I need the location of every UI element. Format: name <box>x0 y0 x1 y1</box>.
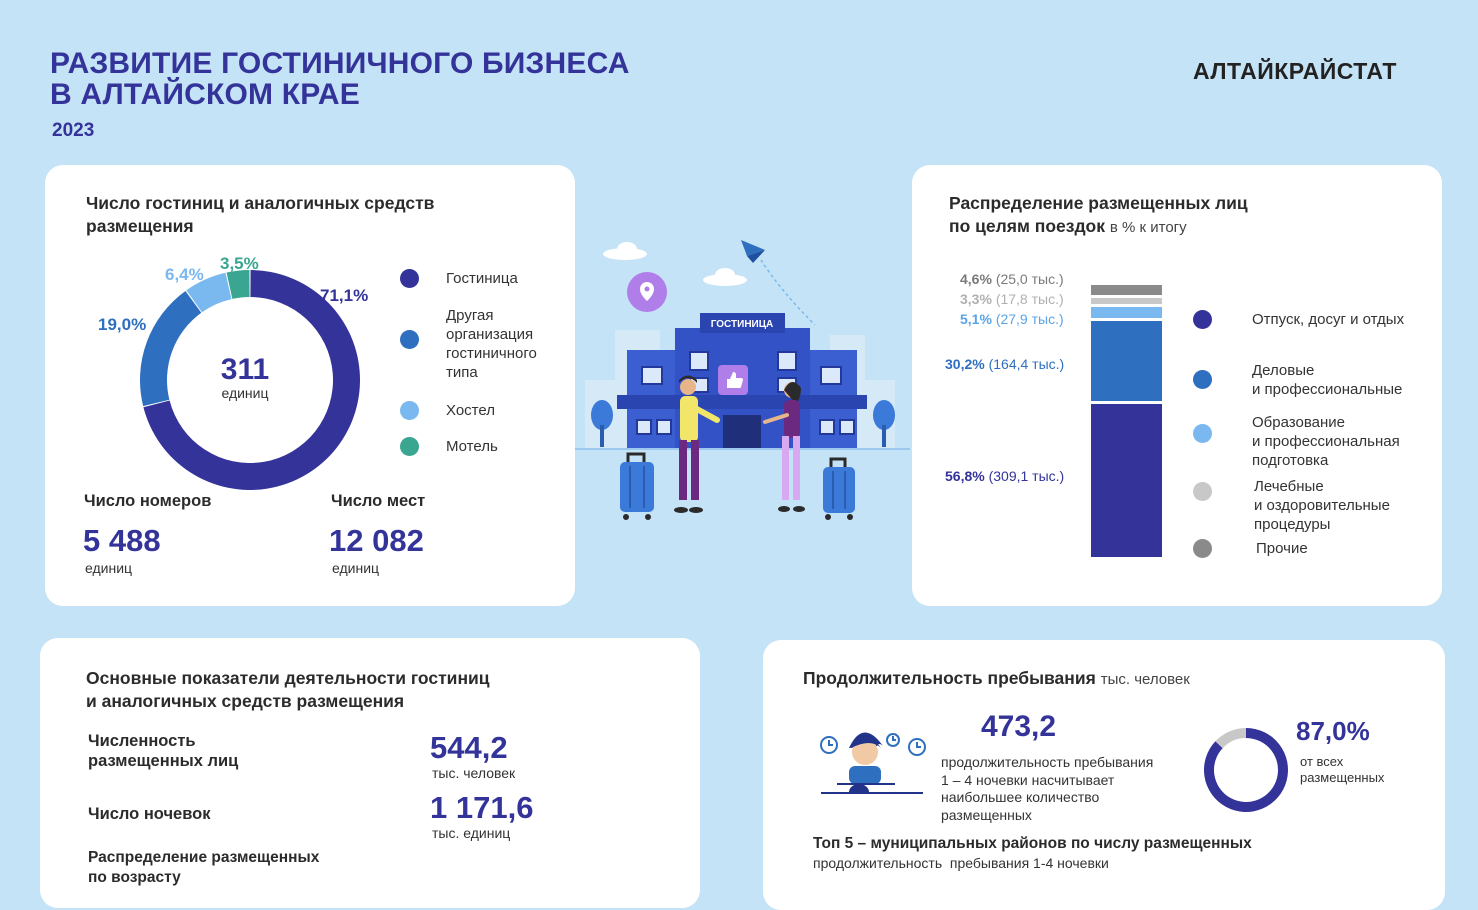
hotels-card <box>45 165 575 606</box>
hotel-illustration <box>575 230 915 530</box>
legend-label-other: Другая организация гостиничного типа <box>446 307 537 381</box>
legend-label-hotel: Гостиница <box>446 270 518 287</box>
legend-label-motel: Мотель <box>446 438 498 455</box>
legend-dot-leisure <box>1193 310 1212 329</box>
stay-title: Продолжительность пребывания <box>803 668 1096 688</box>
legend-education <box>1193 413 1400 470</box>
legend-other <box>400 306 556 382</box>
suitcase-icon <box>620 454 654 520</box>
legend-label-other-purposes: Прочие <box>1256 540 1308 557</box>
nights-unit: тыс. единиц <box>432 825 511 841</box>
rooms-label: Число номеров <box>84 492 212 510</box>
bar-label-business: 30,2% (164,4 тыс.) <box>945 356 1065 372</box>
bar-segment-education <box>1091 307 1162 318</box>
legend-dot-hostel <box>400 401 419 420</box>
stay-card-title <box>803 667 1190 691</box>
hotels-title-line2: размещения <box>86 216 194 236</box>
legend-dot-education <box>1193 424 1212 443</box>
stay-title-unit: тыс. человек <box>1100 671 1190 688</box>
rooms-value: 5 488 <box>83 523 161 558</box>
page-title-line1: РАЗВИТИЕ ГОСТИНИЧНОГО БИЗНЕСА <box>50 47 630 80</box>
hotel-sign: ГОСТИНИЦА <box>710 319 774 330</box>
purposes-title-line2: по целям поездок <box>949 216 1105 236</box>
legend-dot-other-purposes <box>1193 539 1212 558</box>
share-value: 87,0% <box>1296 716 1370 746</box>
legend-dot-business <box>1193 370 1212 389</box>
age-label: Распределение размещенных по возрасту <box>88 849 320 886</box>
donut-center <box>200 355 290 401</box>
indicators-card-title <box>86 667 490 713</box>
legend-hostel <box>400 401 495 420</box>
legend-dot-other <box>400 330 419 349</box>
purposes-card-title <box>949 192 1248 239</box>
hotels-title-line1: Число гостиниц и аналогичных средств <box>86 193 435 213</box>
pie-label-hostel: 6,4% <box>165 265 204 284</box>
page-title-line2: В АЛТАЙСКОМ КРАЕ <box>50 78 360 111</box>
year: 2023 <box>52 120 95 141</box>
legend-label-business: Деловые и профессиональные <box>1252 362 1403 398</box>
brand-logo: АЛТАЙКРАЙСТАТ <box>1193 58 1397 84</box>
bar-label-medical: 3,3% (17,8 тыс.) <box>960 291 1064 307</box>
bar-segment-other <box>1091 285 1162 295</box>
bar-segment-medical <box>1091 298 1162 304</box>
beds-label: Число мест <box>331 492 426 510</box>
legend-medical <box>1193 477 1390 534</box>
nights-value: 1 171,6 <box>430 790 534 825</box>
legend-hotel <box>400 269 518 288</box>
legend-label-leisure: Отпуск, досуг и отдых <box>1252 311 1405 328</box>
legend-other-purposes <box>1193 539 1308 558</box>
location-pin-icon <box>627 272 667 312</box>
bar-label-leisure: 56,8% (309,1 тыс.) <box>945 468 1065 484</box>
donut-total-unit: единиц <box>221 385 269 401</box>
rooms-unit: единиц <box>85 560 133 576</box>
legend-motel <box>400 437 498 456</box>
legend-label-hostel: Хостел <box>446 402 495 419</box>
share-slice-rest <box>1215 728 1246 748</box>
legend-dot-motel <box>400 437 419 456</box>
legend-dot-hotel <box>400 269 419 288</box>
persons-value: 544,2 <box>430 730 508 765</box>
top5-title: Топ 5 – муниципальных районов по числу размещенных <box>813 835 1252 852</box>
receptionist-icon <box>813 720 928 800</box>
persons-label: Численность размещенных лиц <box>88 732 239 770</box>
legend-business <box>1193 361 1402 399</box>
nights-label: Число ночевок <box>88 805 211 823</box>
share-donut-chart <box>1201 725 1291 815</box>
indicators-title-line1: Основные показатели деятельности гостиниц <box>86 668 490 688</box>
purposes-card <box>912 165 1442 606</box>
stay-description: продолжительность пребывания 1 – 4 ночевки насчитывает наибольшее количество размещенных <box>941 754 1154 823</box>
beds-value: 12 082 <box>329 523 424 558</box>
indicators-card <box>40 638 700 908</box>
pie-label-other: 19,0% <box>98 315 147 334</box>
top5-subtitle: продолжительность пребывания 1-4 ночевки <box>813 855 1109 871</box>
bar-segment-leisure <box>1091 404 1162 557</box>
beds-unit: единиц <box>332 560 380 576</box>
persons-unit: тыс. человек <box>432 765 516 781</box>
legend-leisure <box>1193 310 1404 329</box>
stay-card <box>763 640 1445 910</box>
stacked-bar <box>1091 284 1162 559</box>
donut-slice-other <box>140 291 201 406</box>
suitcase-icon <box>823 459 855 520</box>
donut-total: 311 <box>220 353 270 386</box>
legend-label-medical: Лечебные и оздоровительные процедуры <box>1254 478 1390 533</box>
bar-segment-business <box>1091 321 1162 401</box>
bar-label-other: 4,6% (25,0 тыс.) <box>960 271 1064 287</box>
legend-label-education: Образование и профессиональная подготовка <box>1252 414 1400 469</box>
legend-dot-medical <box>1193 482 1212 501</box>
indicators-title-line2: и аналогичных средств размещения <box>86 691 405 711</box>
purposes-title-unit: в % к итогу <box>1109 219 1187 236</box>
purposes-title-line1: Распределение размещенных лиц <box>949 193 1248 213</box>
stay-value: 473,2 <box>981 710 1057 743</box>
page-title <box>50 48 630 110</box>
bar-label-education: 5,1% (27,9 тыс.) <box>960 311 1064 327</box>
paper-plane-icon <box>741 240 815 325</box>
like-icon <box>718 365 748 395</box>
pie-label-motel: 3,5% <box>220 254 259 273</box>
pie-label-hotel: 71,1% <box>320 286 369 305</box>
share-description: от всех размещенных <box>1300 754 1385 785</box>
